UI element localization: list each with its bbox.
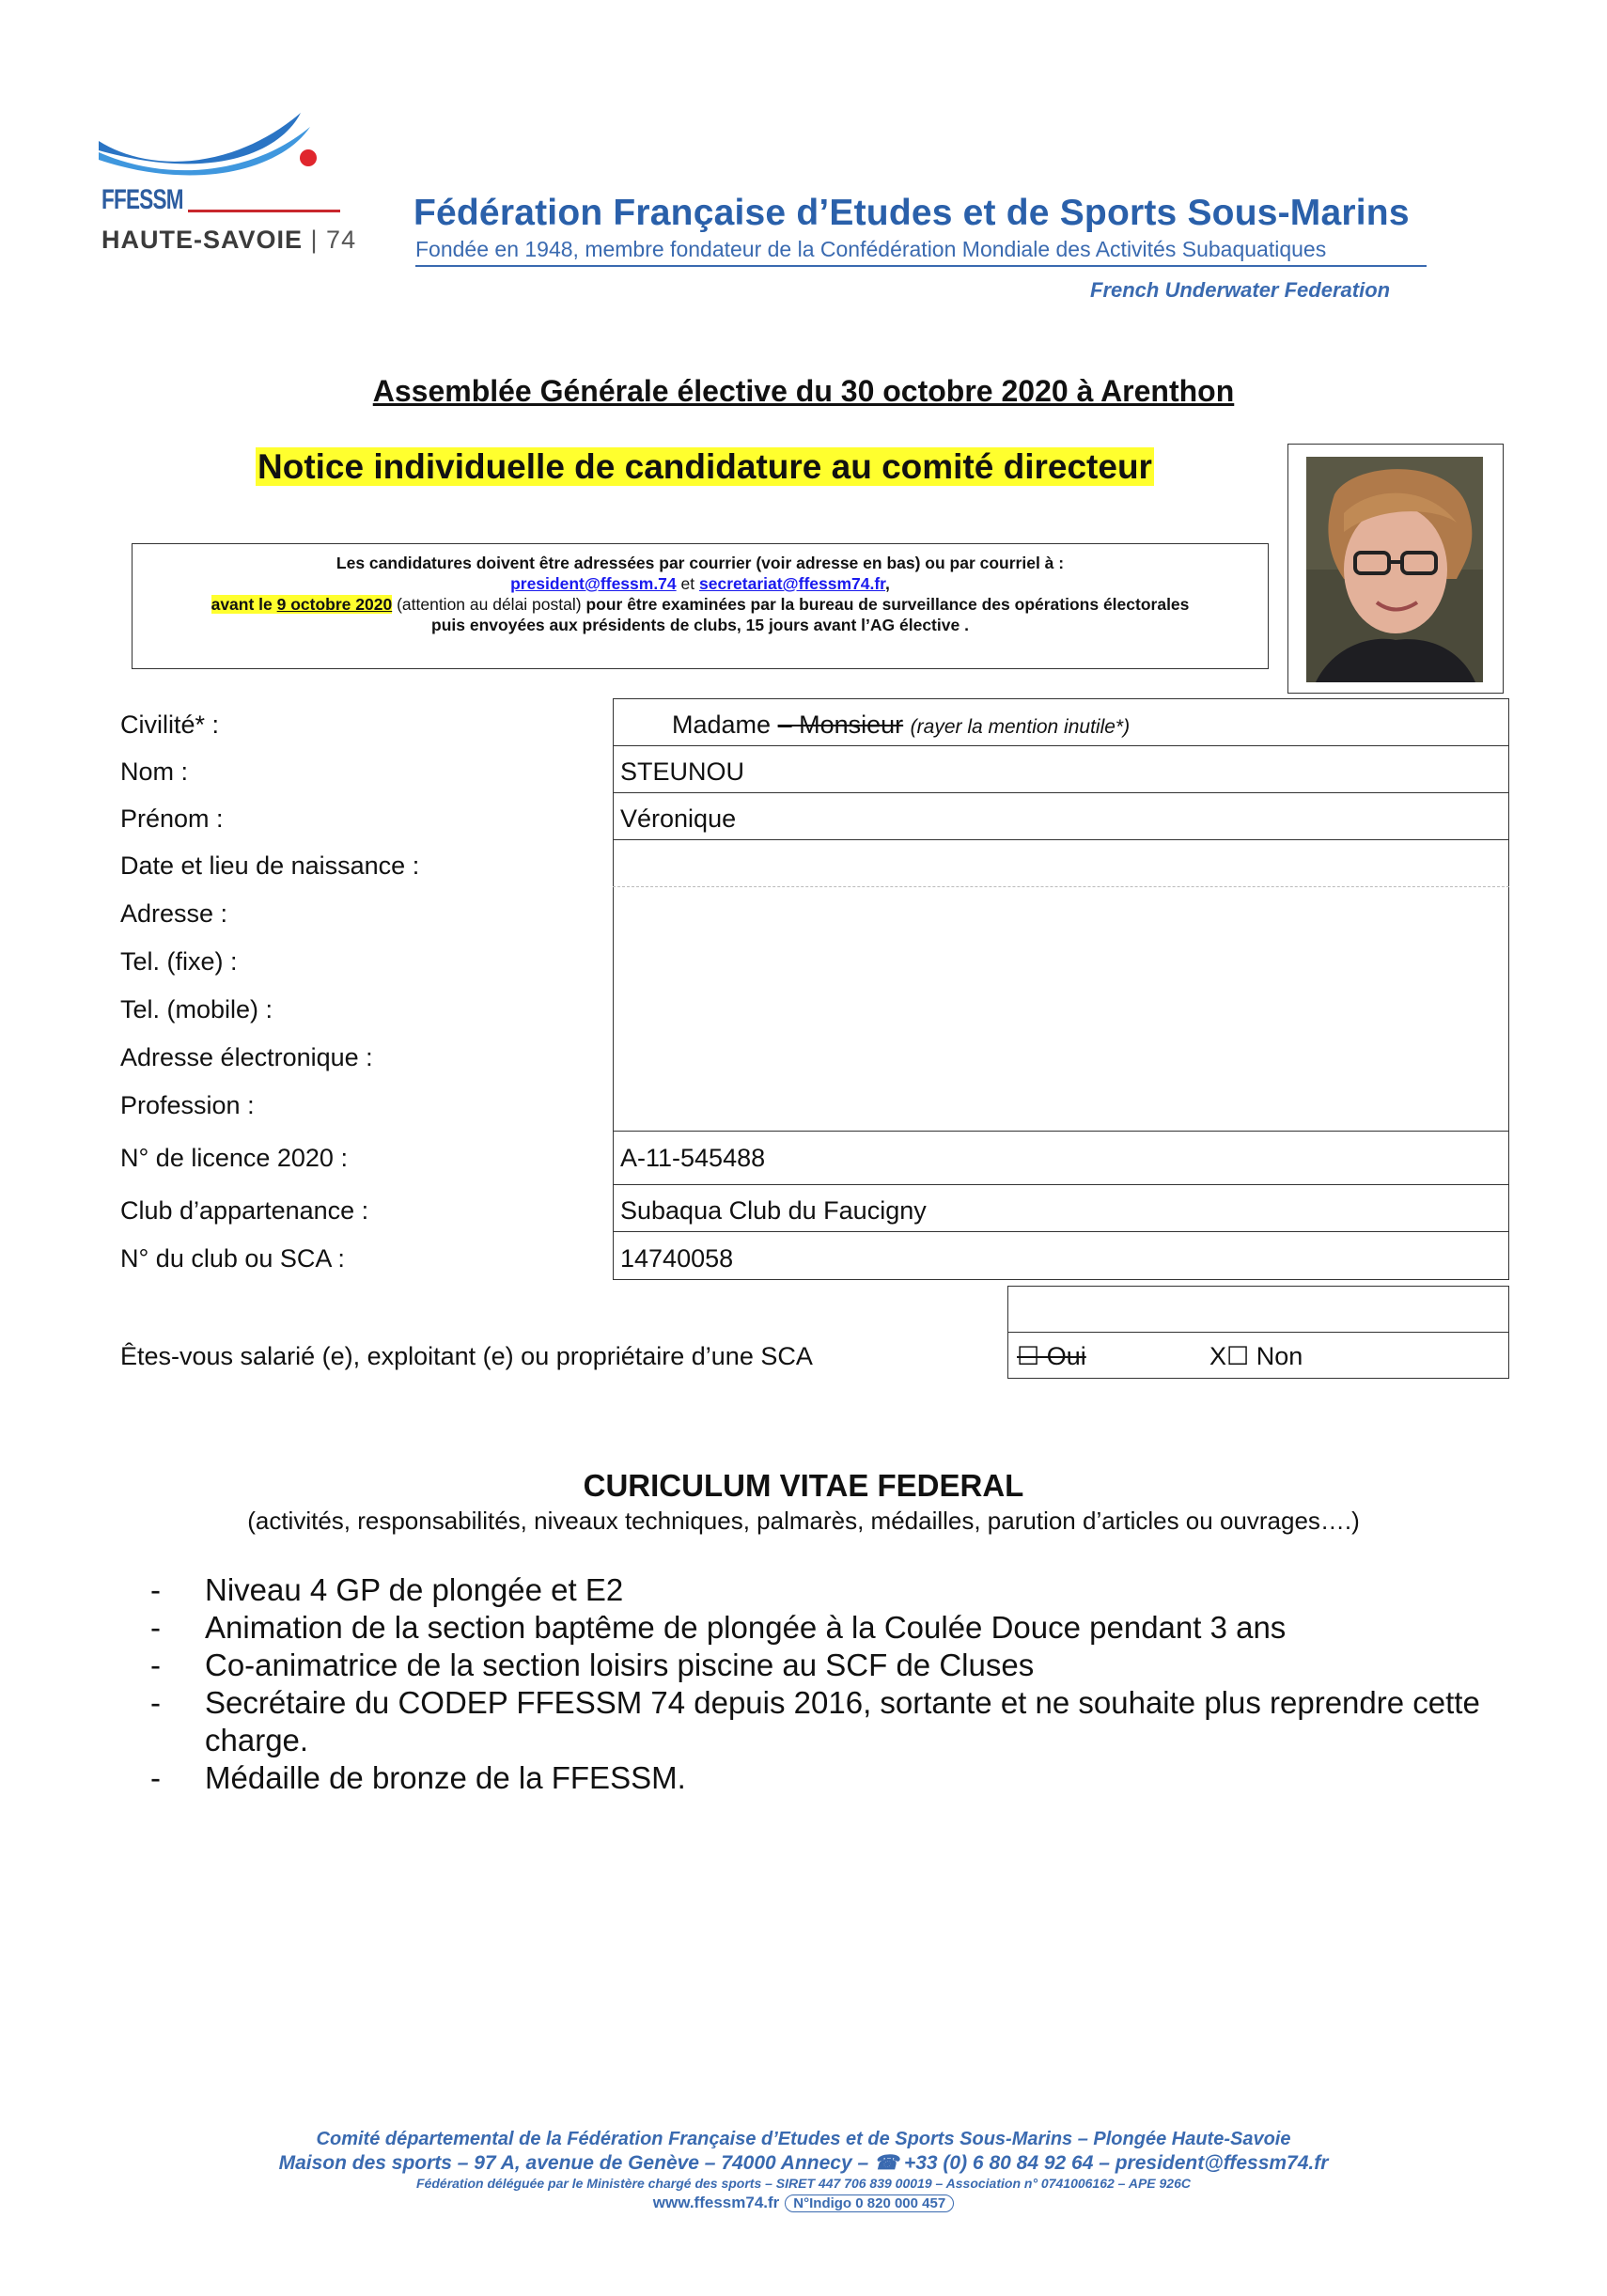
licence-label: N° de licence 2020 : xyxy=(120,1144,348,1172)
logo-divider xyxy=(188,210,340,212)
firstname-value: Véronique xyxy=(620,804,737,833)
footer-web xyxy=(0,2194,1607,2212)
email-label: Adresse électronique : xyxy=(120,1043,373,1071)
assembly-title: Assemblée Générale élective du 30 octobre 2020 à Arenthon xyxy=(372,374,1235,408)
personal-details-cell[interactable] xyxy=(613,839,1509,1131)
sca-answer-top-cell xyxy=(1007,1286,1509,1333)
address-label: Adresse : xyxy=(120,899,228,928)
club-number-label: N° du club ou SCA : xyxy=(120,1244,345,1273)
list-item: - Co-animatrice de la section loisirs piscine au SCF de Cluses xyxy=(150,1647,1504,1684)
president-email-link[interactable]: president@ffessm.74 xyxy=(510,574,677,593)
logo-ffessm-text: FFESSM xyxy=(101,184,183,215)
row-divider xyxy=(613,886,1509,887)
federation-title: Fédération Française d’Etudes et de Sports Sous-Marins xyxy=(413,193,1410,233)
footer-committee: Comité départemental de la Fédération Française d’Etudes et de Sports Sous-Marins – Plongée Haute-Savoie xyxy=(316,2129,1291,2149)
name-value: STEUNOU xyxy=(620,758,745,786)
footer-legal: Fédération déléguée par le Ministère chargé des sports – SIRET 447 706 839 00019 – Association n° 0741006162 – APE 926C xyxy=(416,2176,1191,2191)
logo-region: HAUTE-SAVOIE | 74 xyxy=(101,226,357,254)
website-link[interactable]: www.ffessm74.fr xyxy=(652,2194,780,2211)
candidate-photo xyxy=(1306,457,1483,682)
notice-title: Notice individuelle de candidature au comité directeur xyxy=(257,447,1152,486)
civility-value: Madame – Monsieur (rayer la mention inutile*) xyxy=(672,711,1131,739)
club-number-value: 14740058 xyxy=(620,1244,734,1273)
sca-yes-checkbox[interactable]: ☐ Oui xyxy=(1017,1342,1086,1370)
civility-label: Civilité* : xyxy=(120,711,220,739)
header-divider xyxy=(415,265,1427,267)
cv-title: CURICULUM VITAE FEDERAL xyxy=(583,1468,1024,1503)
submission-info-box: Les candidatures doivent être adressées par courrier (voir adresse en bas) ou par courriel à : president@ffessm.74 et secretariat@ffessm74.fr, avant le 9 octobre 2020 (attention au délai postal) pour être examinées par la bureau de surveillance des opérations électorales puis envoyées aux présidents de clubs, 15 jours avant l’AG élective . xyxy=(132,543,1269,669)
firstname-cell[interactable] xyxy=(613,792,1509,839)
club-number-cell[interactable] xyxy=(613,1231,1509,1280)
footer-address: Maison des sports – 97 A, avenue de Genève – 74000 Annecy – ☎ +33 (0) 6 80 84 92 64 – president@ffessm74.fr xyxy=(278,2152,1329,2174)
indigo-number-badge: N°Indigo 0 820 000 457 xyxy=(785,2194,954,2212)
profession-label: Profession : xyxy=(120,1091,255,1119)
ffessm-logo-wave-icon xyxy=(94,103,352,188)
list-item: - Médaille de bronze de la FFESSM. xyxy=(150,1759,1504,1797)
phone-mobile-label: Tel. (mobile) : xyxy=(120,995,273,1023)
sca-no-checkbox[interactable]: X☐ Non xyxy=(1209,1342,1303,1370)
name-cell[interactable] xyxy=(613,745,1509,792)
sca-question: Êtes-vous salarié (e), exploitant (e) ou propriétaire d’une SCA xyxy=(120,1342,813,1370)
club-label: Club d’appartenance : xyxy=(120,1196,369,1225)
federation-english-name: French Underwater Federation xyxy=(1090,278,1391,302)
federation-subtitle: Fondée en 1948, membre fondateur de la Confédération Mondiale des Activités Subaquatiques xyxy=(415,237,1327,261)
list-item: - Niveau 4 GP de plongée et E2 xyxy=(150,1571,1504,1609)
list-item: - Secrétaire du CODEP FFESSM 74 depuis 2016, sortante et ne souhaite plus reprendre cette charge. xyxy=(150,1684,1504,1759)
cv-subtitle: (activités, responsabilités, niveaux techniques, palmarès, médailles, parution d’articles ou ouvrages….) xyxy=(247,1507,1360,1535)
cv-list xyxy=(150,1571,1504,1797)
birth-label: Date et lieu de naissance : xyxy=(120,851,420,880)
notice-title-wrap xyxy=(256,447,1154,487)
phone-fixed-label: Tel. (fixe) : xyxy=(120,947,238,976)
firstname-label: Prénom : xyxy=(120,804,224,833)
club-value: Subaqua Club du Faucigny xyxy=(620,1196,927,1225)
list-item: - Animation de la section baptême de plongée à la Coulée Douce pendant 3 ans xyxy=(150,1609,1504,1647)
licence-value: A-11-545488 xyxy=(620,1144,766,1172)
name-label: Nom : xyxy=(120,758,189,786)
secretariat-email-link[interactable]: secretariat@ffessm74.fr xyxy=(699,574,886,593)
